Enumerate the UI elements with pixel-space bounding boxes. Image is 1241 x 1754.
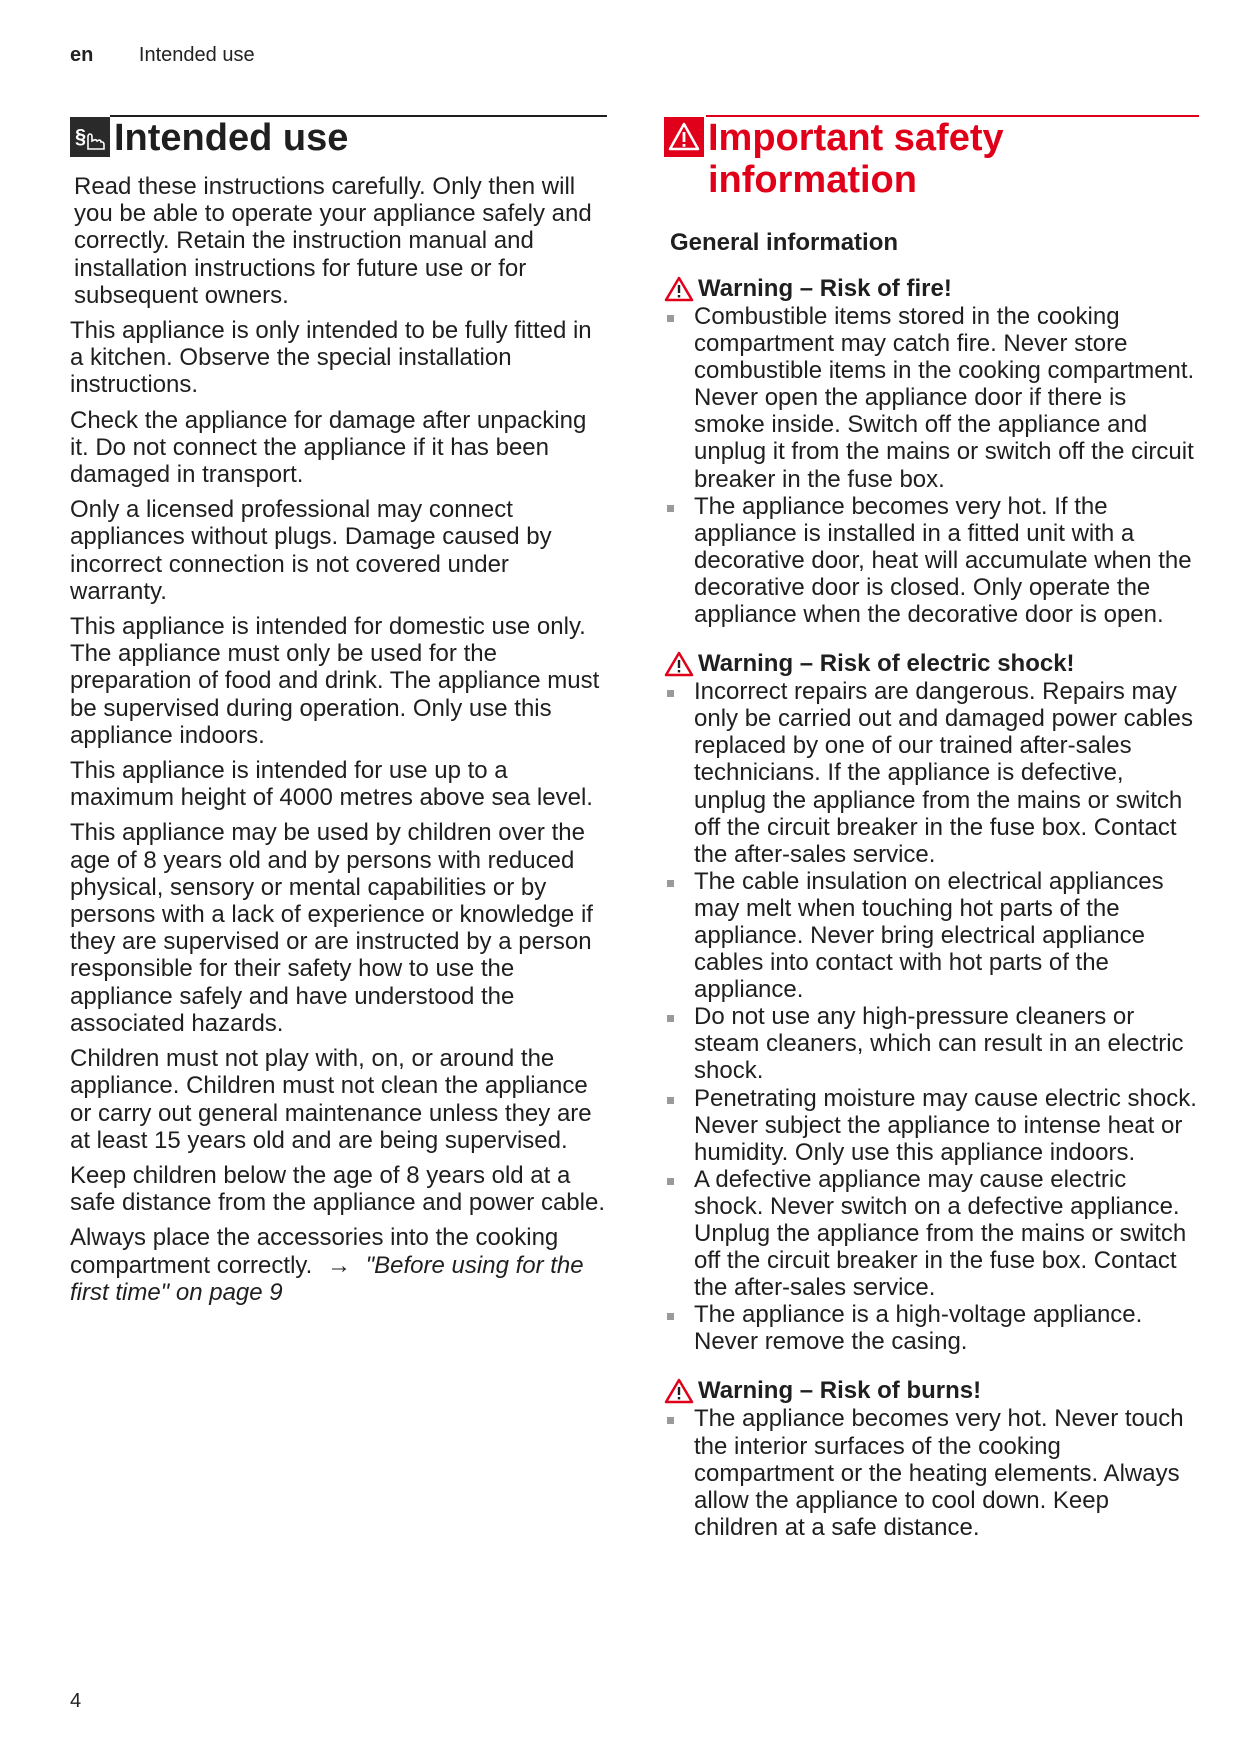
paragraph: This appliance is only intended to be fully fitted in a kitchen. Observe the special installation instructions. <box>70 317 592 399</box>
bullet-icon <box>667 1417 674 1424</box>
paragraph: This appliance is intended for domestic use only. The appliance must only be used for the preparation of food and drink. The appliance must be supervised during operation. Only use this appliance indoors. <box>70 613 600 749</box>
list-item <box>664 868 1199 1003</box>
bullet-icon <box>667 1097 674 1104</box>
paragraph: Read these instructions carefully. Only then will you be able to operate your appliance safely and correctly. Retain the instruction manual and installation instructions for future use or for subsequent owners. <box>74 173 592 309</box>
safety-information-column <box>664 115 1199 1541</box>
page-title: Intended use <box>114 117 349 159</box>
warning-heading <box>664 650 1199 678</box>
general-information-heading: General information <box>670 229 899 256</box>
list-item-text: A defective appliance may cause electric shock. Never switch on a defective appliance. Unplug the appliance from the mains or switch off the circuit breaker in the fuse box. Contact the after-sales service. <box>694 1165 1187 1302</box>
warning-heading <box>664 275 1199 303</box>
list-item-text: The appliance becomes very hot. Never touch the interior surfaces of the cooking compartment or the heating elements. Always allow the appliance to cool down. Keep children at a safe distance. <box>694 1405 1184 1541</box>
list-item-text: The appliance is a high-voltage appliance. Never remove the casing. <box>694 1301 1143 1356</box>
warning-heading <box>664 1377 1199 1405</box>
warning-list <box>664 1405 1199 1540</box>
warning-fire <box>664 275 1199 628</box>
paragraph-with-reference <box>70 1224 607 1306</box>
list-item <box>664 1003 1199 1084</box>
safety-title: Important safety information <box>708 117 1004 201</box>
warning-heading-text: Warning – Risk of electric shock! <box>698 650 1075 678</box>
bullet-icon <box>667 315 674 322</box>
warning-icon <box>664 651 694 677</box>
list-item <box>664 303 1199 493</box>
warning-icon <box>664 1378 694 1404</box>
list-item-text: The appliance becomes very hot. If the appliance is installed in a fitted unit with a decorative door, heat will accumulate when the decorative door is closed. Only operate the appliance when the decorative door is open. <box>694 492 1192 629</box>
list-item <box>664 1301 1199 1355</box>
warning-list <box>664 678 1199 1355</box>
paragraph: This appliance may be used by children over the age of 8 years old and by persons with reduced physical, sensory or mental capabilities or by persons with a lack of experience or knowledge if they are supervised or are instructed by a person responsible for their safety how to use the appliance safely and have understood the associated hazards. <box>70 819 593 1037</box>
paragraph-text: Always place the accessories into the cooking compartment correctly. <box>70 1224 559 1279</box>
intended-use-body <box>70 173 607 1306</box>
legal-section-icon <box>70 117 110 157</box>
list-item <box>664 678 1199 868</box>
bullet-icon <box>667 505 674 512</box>
bullet-icon <box>667 1015 674 1022</box>
intended-use-heading <box>70 115 607 159</box>
bullet-icon <box>667 1178 674 1185</box>
page-header <box>70 44 255 67</box>
list-item-text: The cable insulation on electrical appliances may melt when touching hot parts of the appliance. Never bring electrical appliance cables into contact with hot parts of the appliance. <box>694 867 1164 1004</box>
page-reference-link[interactable]: "Before using for the first time" on page 9 <box>70 1251 584 1306</box>
list-item <box>664 493 1199 628</box>
list-item-text: Incorrect repairs are dangerous. Repairs may only be carried out and damaged power cables replaced by one of our trained after-sales technicians. If the appliance is defective, unplug the appliance from the mains or switch off the circuit breaker in the fuse box. Contact the after-sales service. <box>694 678 1193 868</box>
paragraph: Only a licensed professional may connect appliances without plugs. Damage caused by incorrect connection is not covered under warranty. <box>70 496 552 605</box>
bullet-icon <box>667 690 674 697</box>
warning-heading-text: Warning – Risk of burns! <box>698 1377 982 1405</box>
warning-list <box>664 303 1199 628</box>
list-item <box>664 1166 1199 1301</box>
bullet-icon <box>667 880 674 887</box>
warning-electric-shock <box>664 650 1199 1355</box>
language-code: en <box>70 44 94 66</box>
safety-heading <box>664 115 1199 201</box>
arrow-icon: → <box>326 1251 351 1279</box>
intended-use-column <box>70 115 607 1314</box>
list-item <box>664 1085 1199 1166</box>
paragraph: Children must not play with, on, or around the appliance. Children must not clean the appliance or carry out general maintenance unless they are at least 15 years old and are being supervised. <box>70 1045 592 1154</box>
bullet-icon <box>667 1313 674 1320</box>
warning-heading-text: Warning – Risk of fire! <box>698 275 952 302</box>
svg-text:§: § <box>75 126 87 148</box>
paragraph: This appliance is intended for use up to a maximum height of 4000 metres above sea level. <box>70 757 593 812</box>
warning-triangle-icon <box>664 117 704 157</box>
list-item-text: Combustible items stored in the cooking compartment may catch fire. Never store combustible items in the cooking compartment. Never open the appliance door if there is smoke inside. Switch off the appliance and unplug it from the mains or switch off the circuit breaker in the fuse box. <box>694 303 1195 493</box>
paragraph: Check the appliance for damage after unpacking it. Do not connect the appliance if it has been damaged in transport. <box>70 406 587 489</box>
list-item-text: Penetrating moisture may cause electric shock. Never subject the appliance to intense heat or humidity. Only use this appliance indoors. <box>694 1084 1197 1166</box>
warning-icon <box>664 276 694 302</box>
paragraph: Keep children below the age of 8 years old at a safe distance from the appliance and power cable. <box>70 1161 605 1217</box>
header-section-title: Intended use <box>138 44 255 66</box>
page-number: 4 <box>70 1690 82 1712</box>
warning-burns <box>664 1377 1199 1540</box>
list-item-text: Do not use any high-pressure cleaners or steam cleaners, which can result in an electric shock. <box>694 1003 1184 1085</box>
list-item <box>664 1405 1199 1540</box>
